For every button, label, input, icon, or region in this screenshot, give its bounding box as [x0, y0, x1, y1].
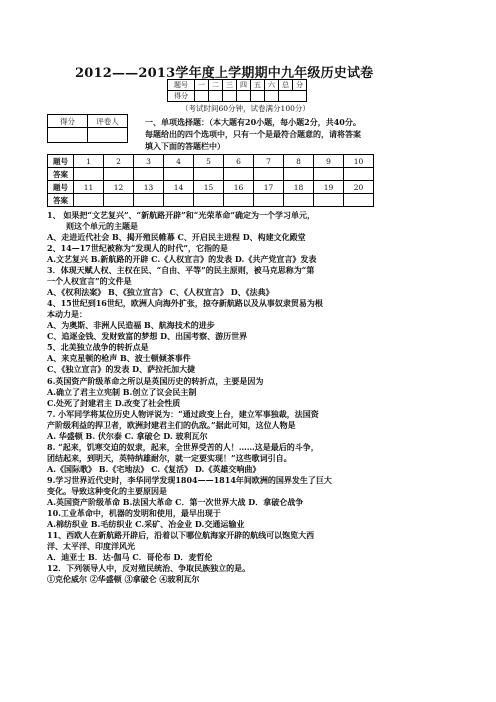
question-line: 团结起来，到明天，英特纳雄耐尔，就一定要实现！”这些歌词引自。 [47, 453, 292, 463]
question-line: 产阶级利益的捍卫者，欧洲封建君主们的仇敌。”据此可知，这位人物是 [47, 420, 296, 430]
question-line: 一个人权宣言”的文件是 [47, 276, 132, 286]
answer-cell[interactable] [344, 194, 374, 207]
option-line: A.《国际歌》 B.《宅地法》 C.《复活》 D.《英雄交响曲》 [47, 464, 261, 474]
question-number: 4 [164, 155, 194, 168]
question-number: 18 [284, 181, 314, 194]
question-number: 17 [254, 181, 284, 194]
question-line: 12．下列领导人中，反对殖民统治、争取民族独立的是。 [47, 563, 251, 573]
score-entry[interactable] [195, 91, 209, 102]
question-line: 2、14—17世纪被称为“发现人的时代”，它指的是 [47, 243, 229, 253]
score-entry[interactable] [251, 91, 265, 102]
answer-entry-row [48, 194, 374, 207]
answer-cell[interactable] [194, 194, 224, 207]
question-line: 5、北美独立战争的转折点是 [47, 342, 149, 352]
option-line: A、走进近代社会 B、揭开殖民帷幕 C、开启民主进程 D、构建文化殿堂 [47, 232, 306, 242]
option-line: C、追逐金钱、发财致富的梦想 D、出国考察、游历世界 [47, 331, 248, 341]
option-line: A. 华盛顿 B. 伏尔泰 C. 拿破仑 D. 玻利瓦尔 [47, 431, 208, 441]
answer-cell[interactable] [104, 194, 134, 207]
question-line: 8. “起来，饥寒交迫的奴隶，起来，全世界受苦的人！……这是最后的斗争， [47, 442, 319, 452]
section-grader-box [47, 114, 128, 143]
option-line: A.英国资产阶级革命 B.法国大革命 C．第一次世界大战 D．拿破仑战争 [47, 497, 304, 507]
instructions-line: 每题给出的四个选项中，只有一个是最符合题意的，请将答案 [145, 129, 361, 139]
question-number: 16 [224, 181, 254, 194]
score-header-cell: 分 [293, 80, 307, 91]
answer-row-label: 答案 [48, 168, 74, 181]
question-number: 14 [164, 181, 194, 194]
question-line: 4、15世纪到16世纪，欧洲人向海外扩张，掠夺新航路以及从事奴隶贸易为根 [47, 298, 323, 308]
score-header-cell: 四 [237, 80, 251, 91]
answer-row-label: 答案 [48, 194, 74, 207]
answer-cell[interactable] [254, 168, 284, 181]
answer-cell[interactable] [284, 194, 314, 207]
score-entry[interactable] [209, 91, 223, 102]
answer-row-label: 题号 [48, 155, 74, 168]
score-header-row [168, 80, 307, 91]
answer-number-row [48, 155, 374, 168]
question-line: 9.学习世界近代史时，李华同学发现1804——1814年间欧洲的国界发生了巨大 [47, 475, 332, 485]
grader-score-label: 得分 [48, 115, 88, 128]
option-line: C、《独立宣言》的发表 D、萨拉托加大捷 [47, 364, 196, 374]
answer-cell[interactable] [164, 168, 194, 181]
question-number: 19 [314, 181, 344, 194]
answer-cell[interactable] [314, 168, 344, 181]
question-number: 7 [254, 155, 284, 168]
score-header-cell: 总 [279, 80, 293, 91]
score-value-row [168, 91, 307, 102]
question-line: 7. 小军同学将某位历史人物评说为：“通过政变上台，建立军事独裁，法国资 [47, 409, 319, 419]
question-number: 3 [134, 155, 164, 168]
answer-cell[interactable] [74, 168, 104, 181]
question-line: 则这个单元的主题是 [66, 221, 138, 231]
answer-cell[interactable] [254, 194, 284, 207]
score-header-cell: 三 [223, 80, 237, 91]
score-entry[interactable] [237, 91, 251, 102]
answer-cell[interactable] [134, 168, 164, 181]
score-entry[interactable] [265, 91, 279, 102]
score-header-cell: 二 [209, 80, 223, 91]
question-line: 6.英国资产阶级革命之所以是英国历史的转折点，主要是因为 [47, 376, 264, 386]
score-header-cell: 题号 [168, 80, 195, 91]
answer-cell[interactable] [164, 194, 194, 207]
score-table [167, 79, 307, 102]
score-header-cell: 六 [265, 80, 279, 91]
score-header-cell: 五 [251, 80, 265, 91]
instructions-line: 一、单项选择题：（本大题有20小题，每小题2分，共40分。 [145, 117, 361, 127]
answer-cell[interactable] [314, 194, 344, 207]
answer-cell[interactable] [224, 168, 254, 181]
answer-grid [47, 154, 374, 207]
option-line: C.处死了封建君主 D.改变了社会性质 [47, 398, 181, 408]
grader-score-entry[interactable] [48, 128, 88, 143]
option-line: A、为奥斯、非洲人民造福 B、航海技术的进步 [47, 320, 215, 330]
exam-note: （考试时间60分钟，试卷满分100分） [181, 104, 310, 113]
question-line: 变化。导致这种变化的主要原因是 [47, 486, 167, 496]
question-number: 12 [104, 181, 134, 194]
answer-cell[interactable] [224, 194, 254, 207]
answer-number-row [48, 181, 374, 194]
grader-name-entry[interactable] [88, 128, 128, 143]
question-number: 20 [344, 181, 374, 194]
option-line: A.棉纺织业 B.毛纺织业 C.采矿、冶金业 D.交通运输业 [47, 519, 245, 529]
score-entry[interactable] [279, 91, 307, 102]
question-number: 1 [74, 155, 104, 168]
question-number: 5 [194, 155, 224, 168]
exam-title: 2012——2013学年度上学期期中九年级历史试卷 [75, 66, 374, 81]
question-line: 本动力是： [47, 309, 87, 319]
question-line: 洋、太平洋、印度洋风光 [47, 541, 135, 551]
question-number: 6 [224, 155, 254, 168]
section-instructions [145, 116, 455, 152]
answer-cell[interactable] [344, 168, 374, 181]
answer-cell[interactable] [284, 168, 314, 181]
question-number: 15 [194, 181, 224, 194]
answer-entry-row [48, 168, 374, 181]
question-number: 8 [284, 155, 314, 168]
answer-cell[interactable] [134, 194, 164, 207]
question-number: 10 [344, 155, 374, 168]
question-number: 9 [314, 155, 344, 168]
answer-row-label: 题号 [48, 181, 74, 194]
option-line: A、《权利法案》 B、《独立宣言》 C、《人权宣言》 D、《法典》 [47, 287, 274, 297]
answer-cell[interactable] [104, 168, 134, 181]
answer-cell[interactable] [194, 168, 224, 181]
instructions-line: 填入下面的答题栏中） [145, 141, 225, 151]
question-number: 13 [134, 181, 164, 194]
score-header-cell: 一 [195, 80, 209, 91]
option-line: A．迪亚士 B．达·伽马 C．哥伦布 D．麦哲伦 [47, 552, 213, 562]
answer-cell[interactable] [74, 194, 104, 207]
score-label-cell: 得分 [168, 91, 195, 102]
question-line: 3．体现天赋人权、主权在民、“自由、平等”的民主原则，被马克思称为“第 [47, 265, 315, 275]
question-line: 11、西欧人在新航路开辟后，沿着以下哪位航海家开辟的航线可以饱览大西 [47, 530, 315, 540]
grader-name-label: 评卷人 [88, 115, 128, 128]
question-number: 2 [104, 155, 134, 168]
option-line: A、来克星顿的枪声 B、波士顿倾茶事件 [47, 353, 191, 363]
option-line: ①克伦威尔 ②华盛顿 ③拿破仑 ④玻利瓦尔 [47, 574, 200, 584]
question-line: 1、 如果把“文艺复兴”、“新航路开辟”和“光荣革命”确定为一个学习单元， [47, 210, 315, 220]
question-line: 10.工业革命中，机器的发明和使用，最早出现于 [47, 508, 221, 518]
option-line: A.确立了君主立宪制 B.创立了议会民主制 [47, 387, 197, 397]
question-number: 11 [74, 181, 104, 194]
option-line: A.文艺复兴 B.新航路的开辟 C.《人权宣言》的发表 D.《共产党宣言》发表 [47, 254, 317, 264]
score-entry[interactable] [223, 91, 237, 102]
